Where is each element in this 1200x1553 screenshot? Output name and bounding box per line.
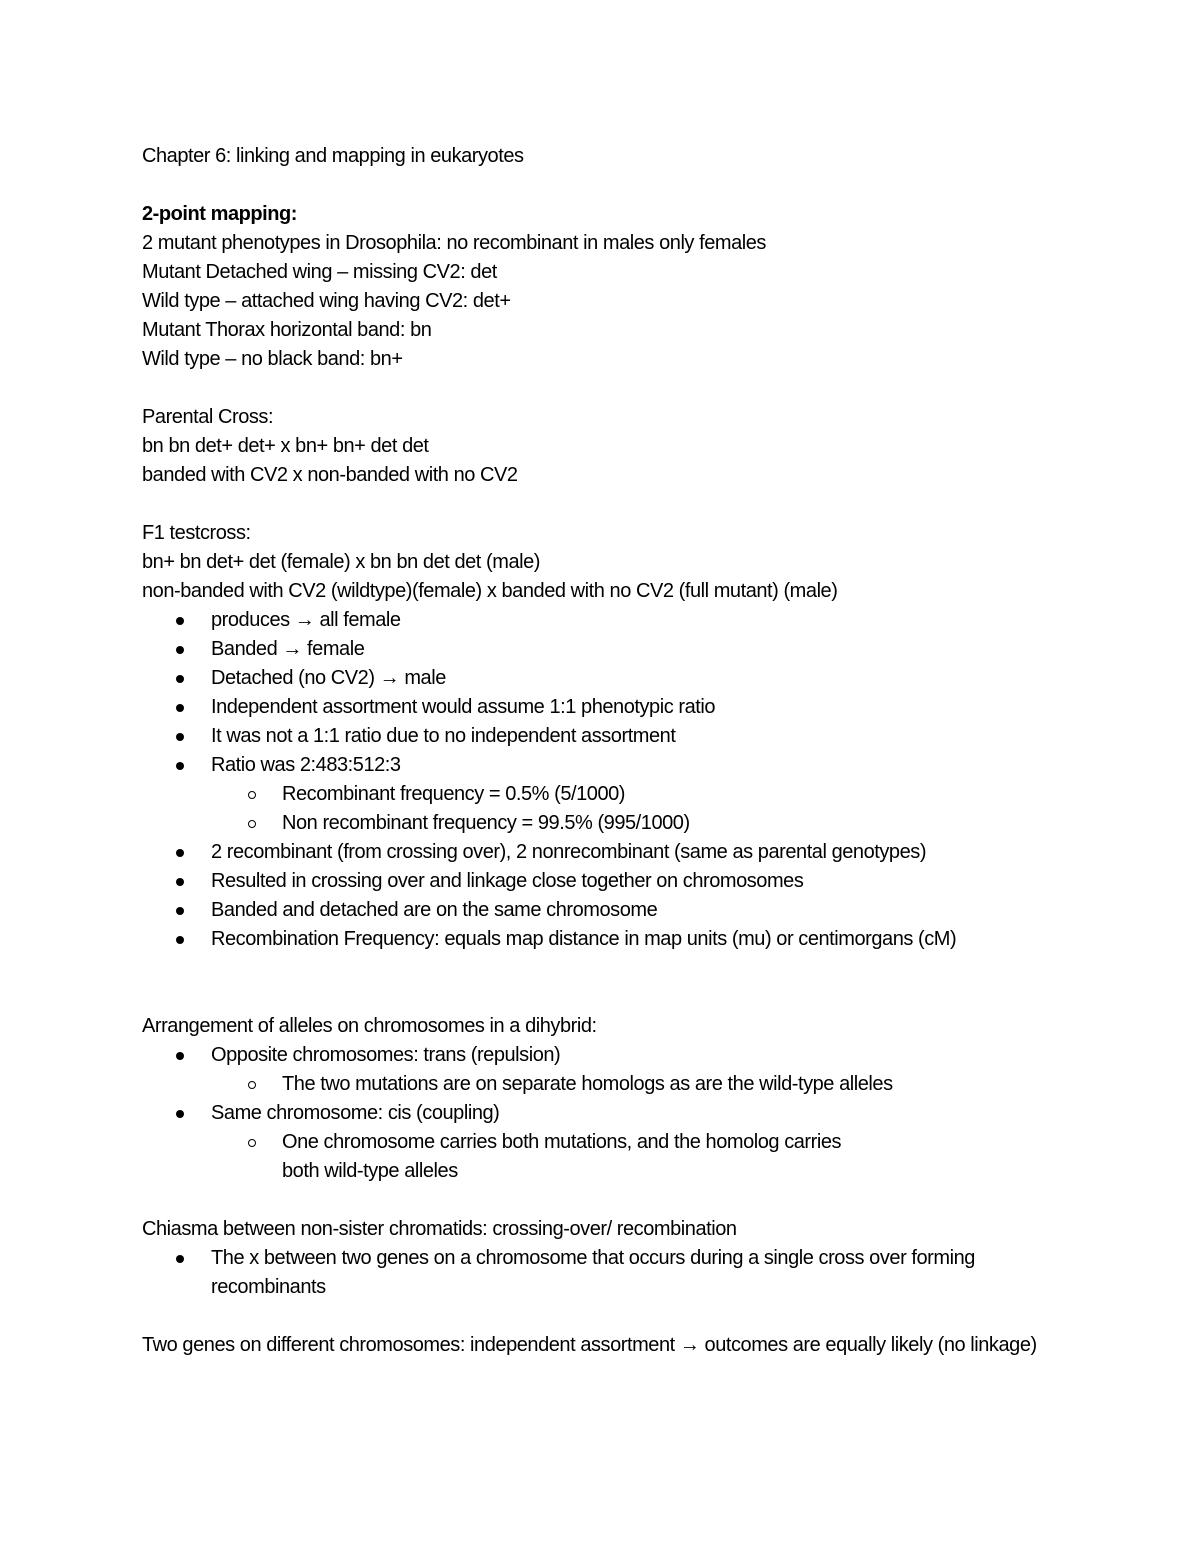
- arrow-right-icon: →: [679, 1334, 700, 1356]
- text-line: Mutant Detached wing – missing CV2: det: [142, 261, 497, 283]
- bullet-icon: [176, 733, 184, 741]
- list-item: produces → all female: [142, 606, 1072, 635]
- two-point-heading: 2-point mapping:: [142, 203, 297, 225]
- list-item: The x between two genes on a chromosome that occurs during a single cross over forming recombinants: [142, 1244, 1001, 1302]
- list-item: Opposite chromosomes: trans (repulsion): [142, 1041, 1072, 1070]
- two-genes-paragraph: Two genes on different chromosomes: independent assortment → outcomes are equally likely (no linkage): [142, 1334, 1037, 1356]
- arrangement-list: [142, 1041, 1072, 1186]
- list-item: Same chromosome: cis (coupling): [142, 1099, 1072, 1128]
- bullet-icon: [176, 936, 184, 944]
- list-item: 2 recombinant (from crossing over), 2 nonrecombinant (same as parental genotypes): [142, 838, 1072, 867]
- sub-list-item: Non recombinant frequency = 99.5% (995/1000): [142, 809, 1072, 838]
- list-item: Recombination Frequency: equals map distance in map units (mu) or centimorgans (cM): [142, 925, 1072, 954]
- chiasma-heading: Chiasma between non-sister chromatids: crossing-over/ recombination: [142, 1218, 737, 1240]
- circle-bullet-icon: [248, 1081, 256, 1089]
- arrangement-heading: Arrangement of alleles on chromosomes in a dihybrid:: [142, 1015, 597, 1037]
- text-line: banded with CV2 x non-banded with no CV2: [142, 464, 518, 486]
- bullet-icon: [176, 617, 184, 625]
- circle-bullet-icon: [248, 1139, 256, 1147]
- chapter-title: Chapter 6: linking and mapping in eukaryotes: [142, 145, 524, 167]
- list-item: Ratio was 2:483:512:3: [142, 751, 1072, 780]
- bullet-icon: [176, 849, 184, 857]
- list-item: Banded and detached are on the same chromosome: [142, 896, 1072, 925]
- arrow-right-icon: →: [379, 667, 400, 689]
- text-line: non-banded with CV2 (wildtype)(female) x banded with no CV2 (full mutant) (male): [142, 580, 838, 602]
- arrow-right-icon: →: [294, 609, 315, 631]
- sub-list-item: Recombinant frequency = 0.5% (5/1000): [142, 780, 1072, 809]
- bullet-icon: [176, 1110, 184, 1118]
- bullet-icon: [176, 1255, 184, 1263]
- list-item: Detached (no CV2) → male: [142, 664, 1072, 693]
- list-item: Banded → female: [142, 635, 1072, 664]
- chiasma-list: [142, 1244, 1072, 1302]
- text-line: Wild type – no black band: bn+: [142, 348, 403, 370]
- bullet-icon: [176, 646, 184, 654]
- bullet-icon: [176, 1052, 184, 1060]
- parental-cross-heading: Parental Cross:: [142, 406, 274, 428]
- list-item: It was not a 1:1 ratio due to no independent assortment: [142, 722, 1072, 751]
- bullet-icon: [176, 878, 184, 886]
- sub-list-item: The two mutations are on separate homologs as are the wild-type alleles: [142, 1070, 1072, 1099]
- arrow-right-icon: →: [282, 638, 302, 660]
- circle-bullet-icon: [248, 820, 256, 828]
- document-body: [142, 142, 1072, 1360]
- text-line: bn bn det+ det+ x bn+ bn+ det det: [142, 435, 429, 457]
- list-item: Resulted in crossing over and linkage close together on chromosomes: [142, 867, 1072, 896]
- bullet-icon: [176, 907, 184, 915]
- bullet-icon: [176, 675, 184, 683]
- bullet-icon: [176, 704, 184, 712]
- text-line: Wild type – attached wing having CV2: det+: [142, 290, 511, 312]
- list-item: Independent assortment would assume 1:1 phenotypic ratio: [142, 693, 1072, 722]
- f1-bullet-list: [142, 606, 1072, 954]
- f1-testcross-heading: F1 testcross:: [142, 522, 251, 544]
- text-line: bn+ bn det+ det (female) x bn bn det det (male): [142, 551, 540, 573]
- text-line: 2 mutant phenotypes in Drosophila: no recombinant in males only females: [142, 232, 766, 254]
- text-line: Mutant Thorax horizontal band: bn: [142, 319, 432, 341]
- bullet-icon: [176, 762, 184, 770]
- circle-bullet-icon: [248, 791, 256, 799]
- sub-list-item: One chromosome carries both mutations, and the homolog carries both wild-type alleles: [142, 1128, 882, 1186]
